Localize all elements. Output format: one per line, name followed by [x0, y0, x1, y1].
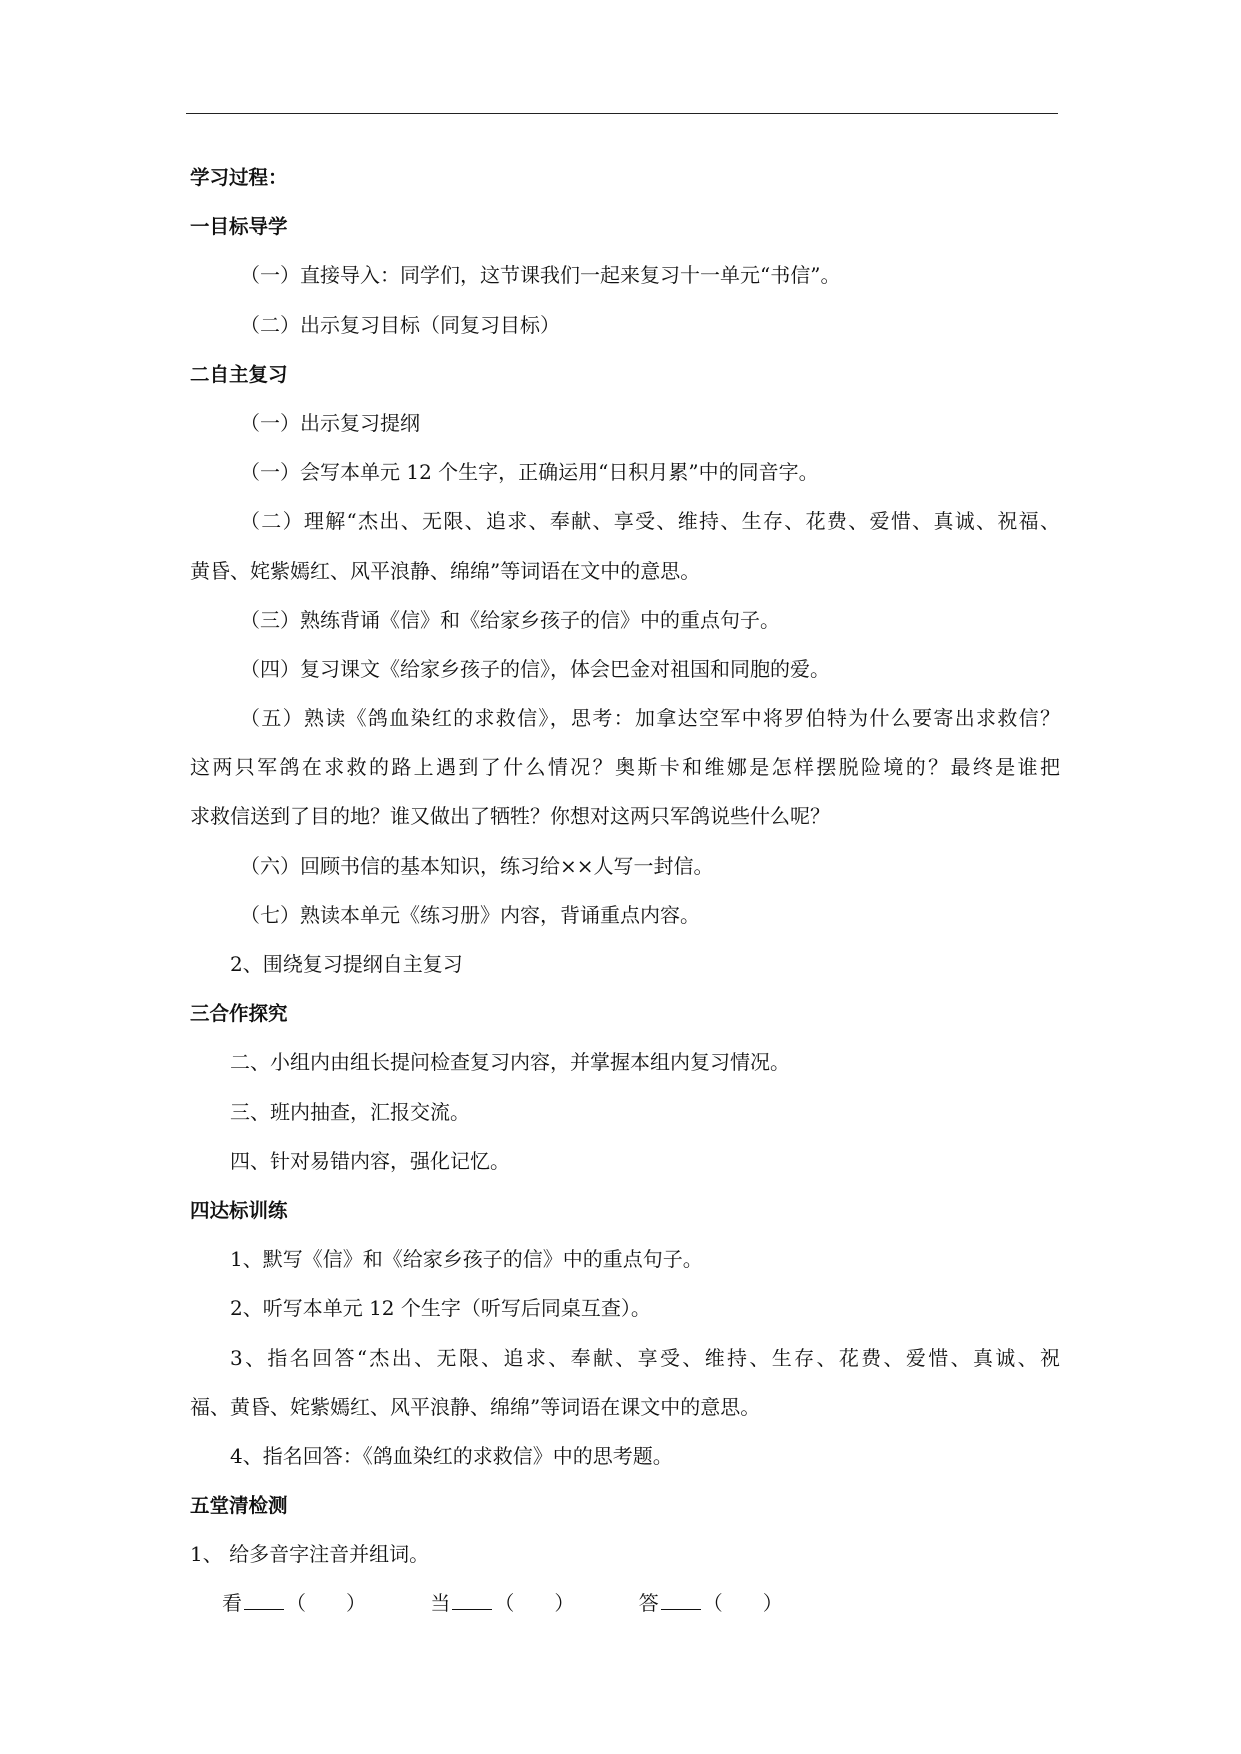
paragraph: 四、针对易错内容，强化记忆。: [230, 1148, 510, 1173]
section-heading: 三合作探究: [190, 1002, 288, 1026]
section-heading: 二自主复习: [190, 362, 288, 386]
polyphone-char: 看: [222, 1591, 242, 1616]
paragraph: （二）出示复习目标（同复习目标）: [240, 312, 560, 337]
section-heading: 一目标导学: [190, 215, 288, 239]
paragraph: 1、默写《信》和《给家乡孩子的信》中的重点句子。: [230, 1247, 703, 1272]
document-body: [190, 153, 1060, 1629]
answer-blank[interactable]: [244, 1608, 284, 1610]
paragraph: （一）出示复习提纲: [240, 410, 420, 435]
paragraph: （三）熟练背诵《信》和《给家乡孩子的信》中的重点句子。: [240, 607, 780, 632]
header-rule: [186, 113, 1058, 114]
paragraph: （一）会写本单元 12 个生字，正确运用“日积月累”中的同音字。: [240, 460, 819, 485]
paragraph: 2、听写本单元 12 个生字（听写后同桌互查）。: [230, 1296, 651, 1321]
paragraph-continuation: 求救信送到了目的地？谁又做出了牺牲？你想对这两只军鸽说些什么呢？: [190, 804, 830, 829]
paragraph: （四）复习课文《给家乡孩子的信》，体会巴金对祖国和同胞的爱。: [240, 656, 830, 681]
pinyin-item: [222, 1579, 366, 1628]
paragraph: 三、班内抽查，汇报交流。: [230, 1099, 470, 1124]
page-title: 学习过程：: [190, 166, 288, 189]
word-parens[interactable]: （ ）: [702, 1591, 783, 1616]
paragraph: 4、指名回答：《鸽血染红的求救信》中的思考题。: [230, 1443, 673, 1468]
polyphone-char: 当: [430, 1591, 451, 1616]
polyphone-char: 答: [638, 1591, 659, 1616]
paragraph: 二、小组内由组长提问检查复习内容，并掌握本组内复习情况。: [230, 1050, 790, 1075]
paragraph: （二）理解“杰出、无限、追求、奉献、享受、维持、生存、花费、爱惜、真诚、祝福、: [240, 509, 1060, 534]
paragraph: （一）直接导入：同学们，这节课我们一起来复习十一单元“书信”。: [240, 263, 841, 288]
pinyin-item: [639, 1579, 783, 1628]
paragraph: （五）熟读《鸽血染红的求救信》，思考：加拿达空军中将罗伯特为什么要寄出求救信？: [240, 706, 1060, 731]
paragraph-continuation: 这两只军鸽在求救的路上遇到了什么情况？奥斯卡和维娜是怎样摆脱险境的？最终是谁把: [190, 755, 1060, 780]
section-heading: 五堂清检测: [190, 1494, 288, 1518]
paragraph-continuation: 黄昏、姹紫嫣红、风平浪静、绵绵”等词语在文中的意思。: [190, 558, 701, 583]
paragraph-continuation: 福、黄昏、姹紫嫣红、风平浪静、绵绵”等词语在课文中的意思。: [190, 1394, 761, 1419]
paragraph: 3、指名回答“杰出、无限、追求、奉献、享受、维持、生存、花费、爱惜、真诚、祝: [230, 1345, 1060, 1370]
answer-blank[interactable]: [452, 1608, 492, 1610]
paragraph: 1、 给多音字注音并组词。: [190, 1542, 430, 1567]
word-parens[interactable]: （ ）: [286, 1591, 366, 1616]
paragraph: （七）熟读本单元《练习册》内容，背诵重点内容。: [240, 902, 700, 927]
pinyin-item: [430, 1579, 574, 1628]
paragraph: 2、围绕复习提纲自主复习: [230, 952, 463, 976]
pinyin-exercise-row: [190, 1579, 1060, 1628]
section-heading: 四达标训练: [190, 1198, 288, 1222]
answer-blank[interactable]: [661, 1608, 701, 1610]
paragraph: （六）回顾书信的基本知识，练习给××人写一封信。: [240, 853, 714, 878]
word-parens[interactable]: （ ）: [494, 1591, 575, 1616]
